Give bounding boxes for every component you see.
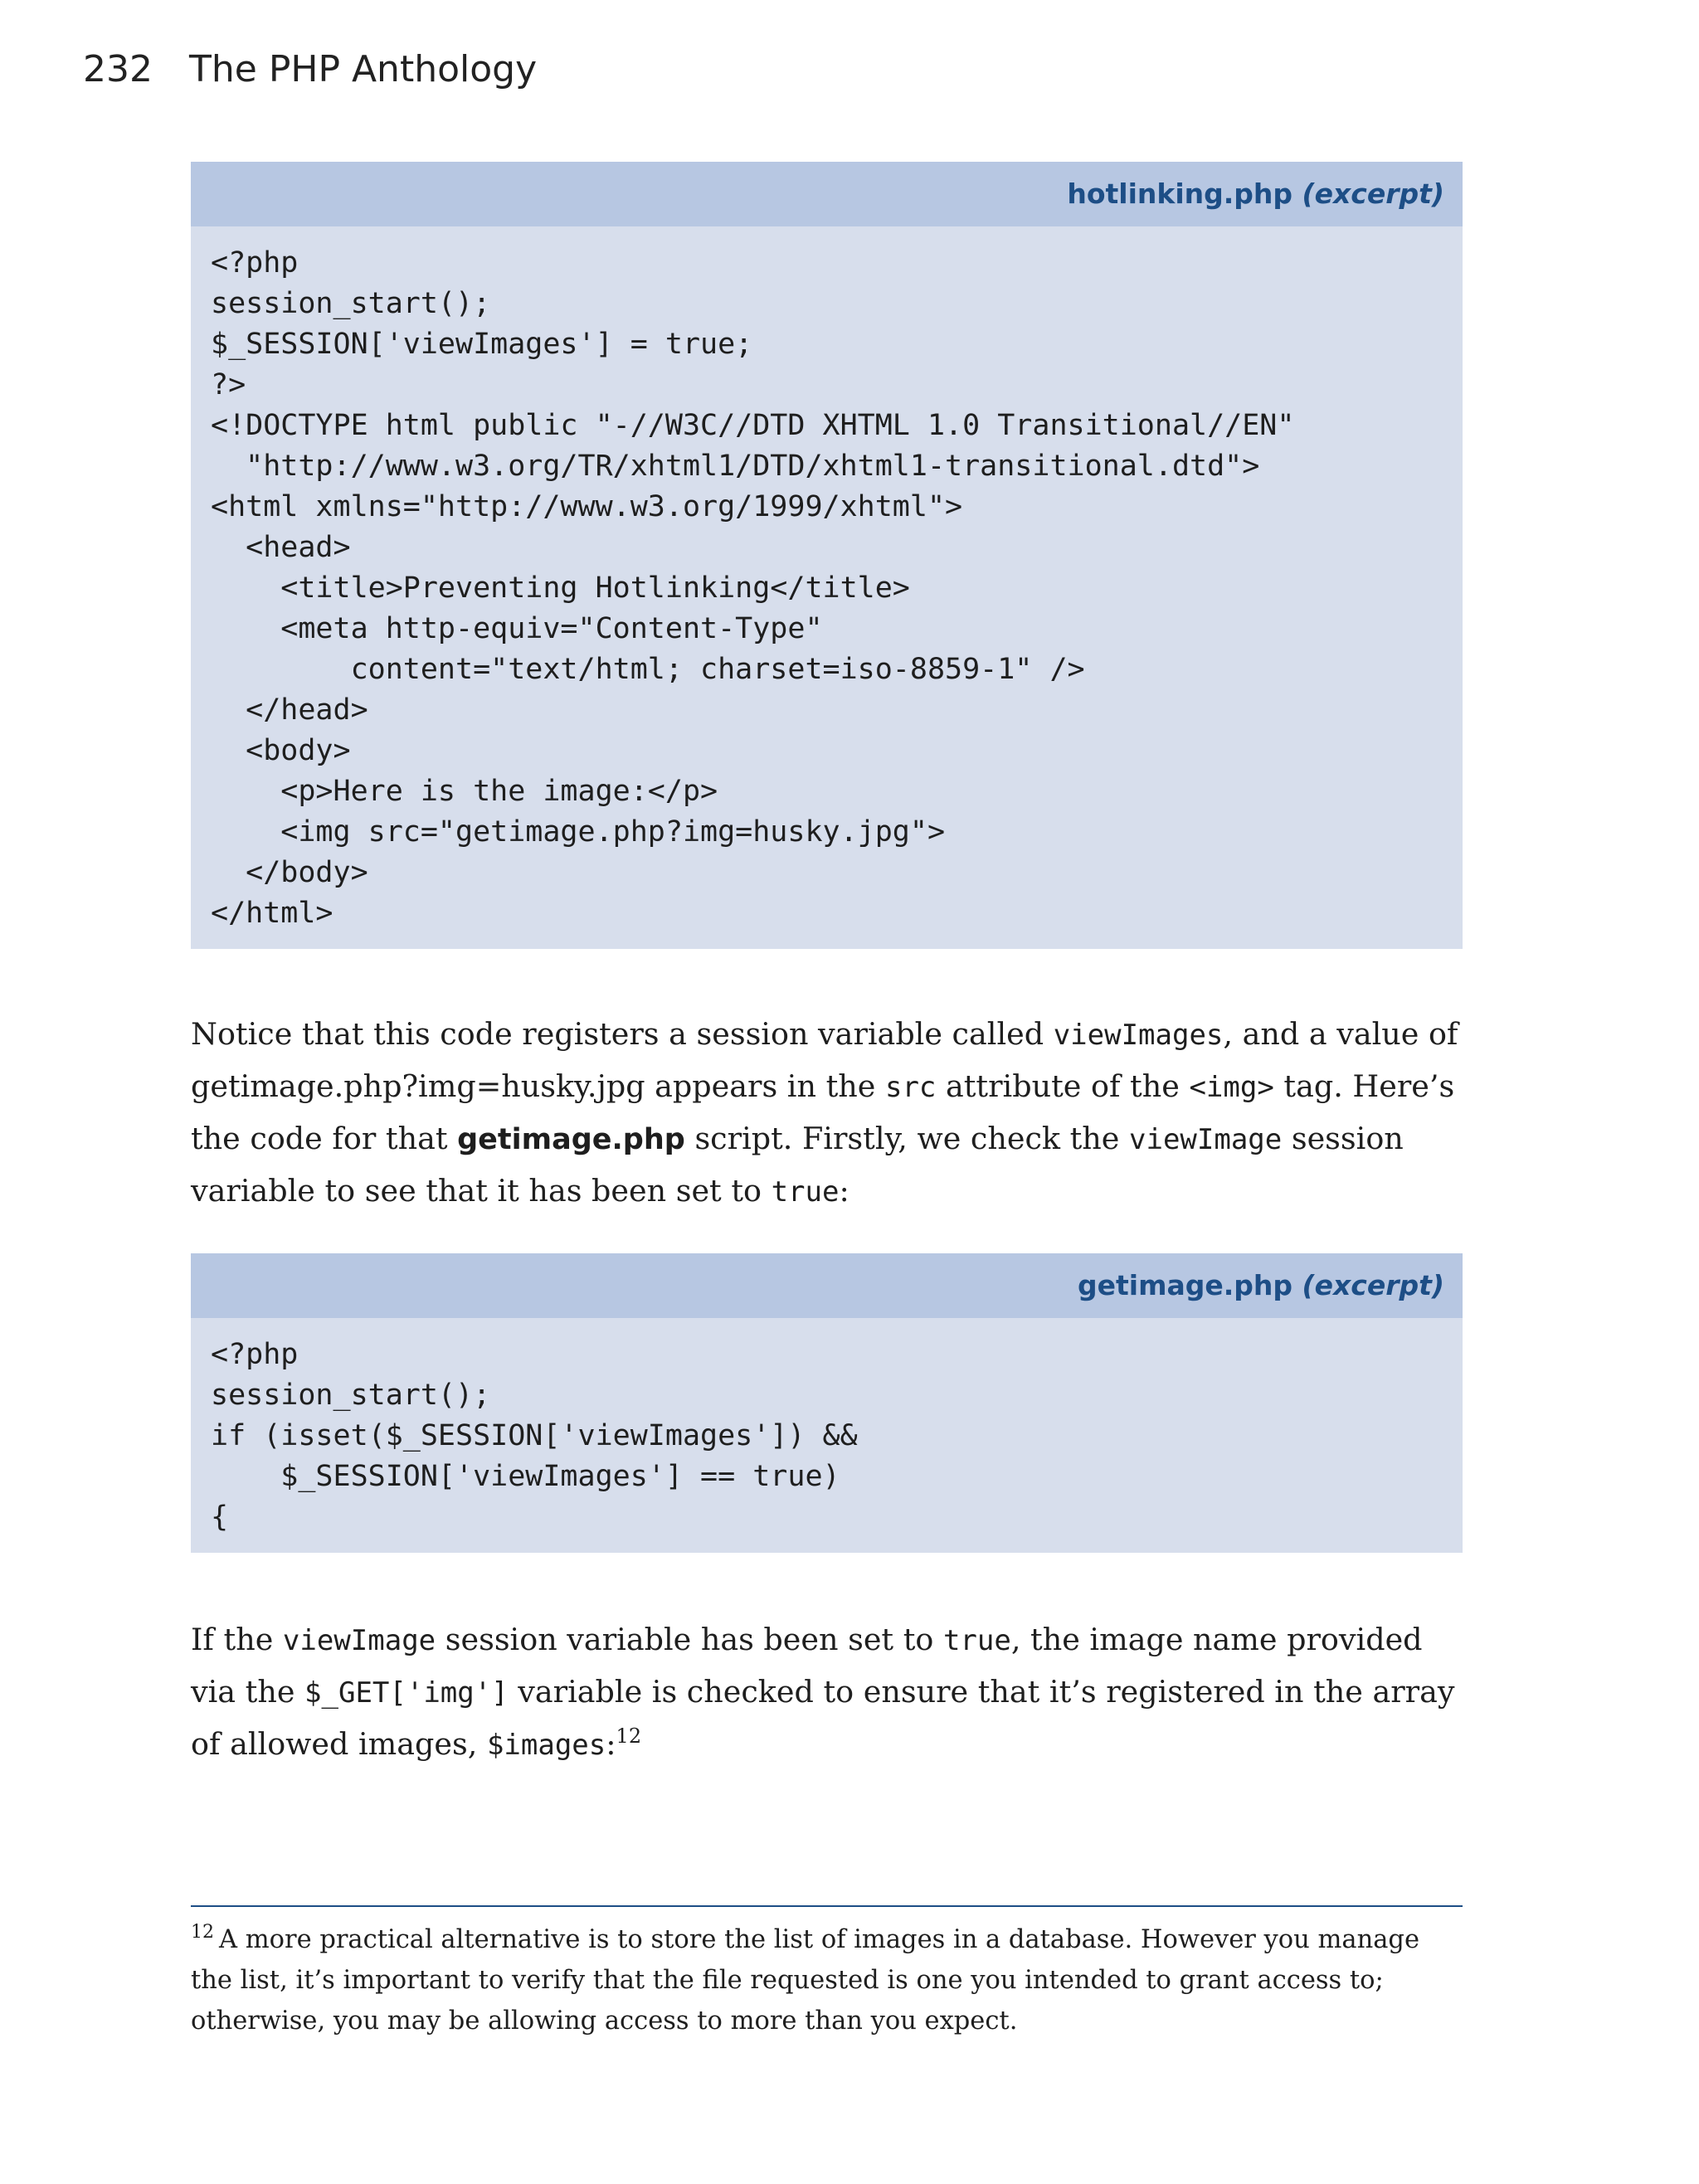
inline-code: $images (486, 1729, 606, 1762)
running-head (83, 48, 537, 90)
text: session variable has been set to (436, 1622, 943, 1657)
listing-filename: getimage.php (1078, 1269, 1293, 1301)
listing-caption (191, 1253, 1463, 1318)
text: attribute of the (936, 1068, 1190, 1104)
inline-code: <img> (1189, 1071, 1274, 1104)
text: tag. Here’s the code for that (191, 1068, 1455, 1156)
listing-filename: hotlinking.php (1067, 178, 1293, 210)
code-block: <?php session_start(); $_SESSION['viewImages'] = true; ?> <!DOCTYPE html public "-//W3C//DTD XHTML 1.0 Transitional//EN" "http://www.w3.org/TR/xhtml1/DTD/xhtml1-transitional.dtd"> <html xmlns="http://www.w3.org/1999/xhtml"> <head> <title>Preventing Hotlinking</title> <meta http-equiv="Content-Type" content="text/html; charset=iso-8859-1" /> </head> <body> <p>Here is the image:</p> <img src="getimage.php?img=husky.jpg"> </body> </html> (211, 246, 1295, 930)
text: : (839, 1173, 850, 1209)
text: session variable to see that it has been set to (191, 1121, 1404, 1209)
listing-note: (excerpt) (1302, 1269, 1444, 1301)
footnote-text: A more practical alternative is to store the list of images in a database. However you manage the list, it’s important to verify that the file requested is one you intended to grant access to; otherwise, you may be allowing access to more than you expect. (191, 1925, 1419, 2036)
filename-bold: getimage.php (457, 1123, 685, 1156)
footnote-divider (191, 1905, 1463, 1907)
book-title: The PHP Anthology (189, 48, 538, 90)
text: : (606, 1726, 616, 1762)
code-listing-getimage (191, 1253, 1463, 1553)
text: script. Firstly, we check the (684, 1121, 1130, 1156)
inline-code: true (942, 1624, 1011, 1657)
inline-code: src (884, 1071, 937, 1104)
footnote (191, 1919, 1468, 2041)
inline-code: $_GET['img'] (304, 1676, 509, 1710)
listing-caption (191, 162, 1463, 226)
footnote-number: 12 (191, 1922, 214, 1943)
code-listing-hotlinking (191, 162, 1463, 949)
inline-code: viewImage (282, 1624, 436, 1657)
inline-code: viewImage (1129, 1123, 1283, 1156)
inline-code: true (771, 1175, 840, 1209)
body-paragraph-1 (191, 1009, 1468, 1218)
footnote-reference[interactable]: 12 (616, 1724, 642, 1748)
code-block: <?php session_start(); if (isset($_SESSION['viewImages']) && $_SESSION['viewImages'] == true) { (211, 1338, 858, 1534)
inline-code: viewImages (1053, 1019, 1224, 1052)
listing-note: (excerpt) (1302, 178, 1444, 210)
text: variable is checked to ensure that it’s registered in the array of allowed images, (191, 1674, 1455, 1762)
text: Notice that this code registers a session variable called (191, 1016, 1054, 1052)
text: , the image name provided via the (191, 1622, 1423, 1710)
text: , and a value of getimage.php?img=husky.jpg appears in the (191, 1016, 1458, 1104)
text: If the (191, 1622, 283, 1657)
body-paragraph-2 (191, 1614, 1468, 1771)
page-number: 232 (83, 48, 153, 90)
